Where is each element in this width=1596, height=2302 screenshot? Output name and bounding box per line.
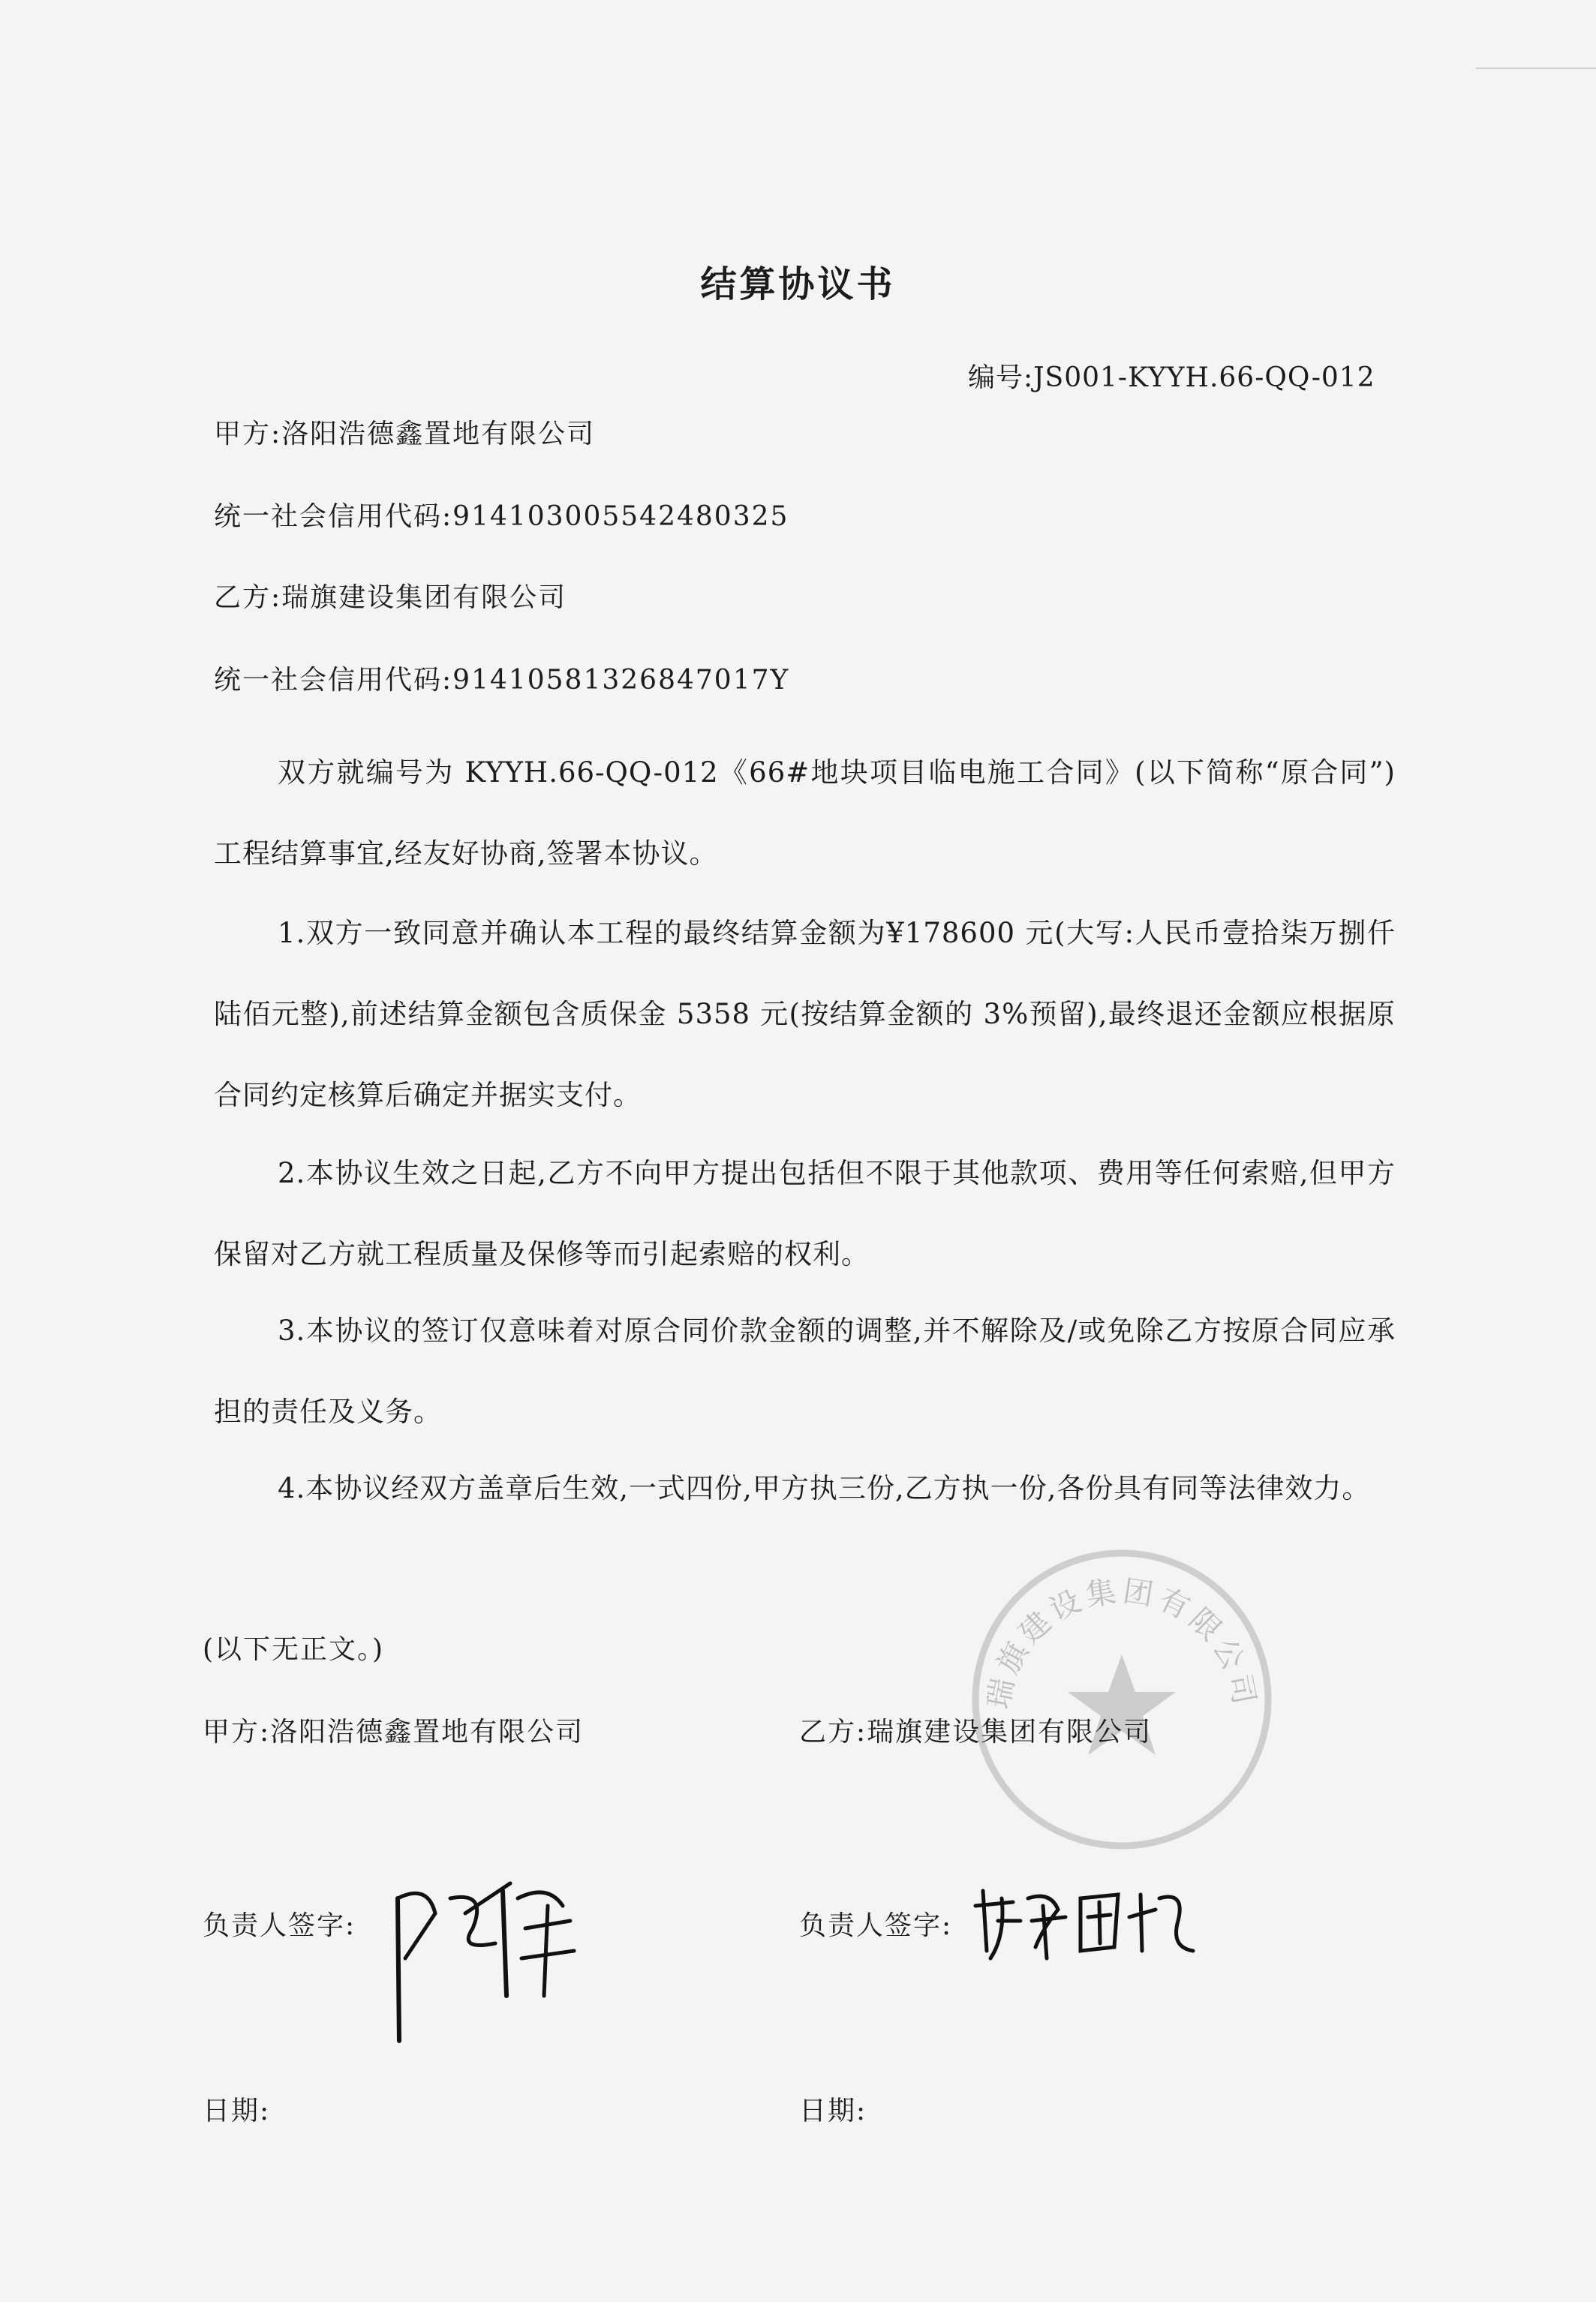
signature-party-a: 甲方:洛阳浩德鑫置地有限公司: [203, 1717, 585, 1748]
party-a-name: 甲方:洛阳浩德鑫置地有限公司: [214, 419, 596, 449]
signer-label-a: 负责人签字:: [203, 1910, 356, 1941]
scan-edge-line: [1476, 68, 1596, 69]
signer-label-b: 负责人签字:: [799, 1910, 953, 1941]
clause-4: 4.本协议经双方盖章后生效,一式四份,甲方执三份,乙方执一份,各份具有同等法律效力。: [278, 1472, 1371, 1504]
handwritten-signature-b: [968, 1876, 1208, 1966]
date-label-b: 日期:: [799, 2096, 867, 2126]
date-label-a: 日期:: [203, 2096, 271, 2126]
end-note: (以下无正文。): [203, 1634, 385, 1665]
clause-1: 1.双方一致同意并确认本工程的最终结算金额为¥178600 元(大写:人民币壹拾柒万捌仟陆佰元整),前述结算金额包含质保金 5358 元(按结算金额的 3%预留),最终退还金额应根据原合同约定核算后确定并据实支付。: [214, 917, 1396, 1111]
intro-paragraph: 双方就编号为 KYYH.66-QQ-012《66#地块项目临电施工合同》(以下简称“原合同”)工程结算事宜,经友好协商,签署本协议。: [214, 756, 1396, 870]
party-b-credit-code: 统一社会信用代码:91410581326847017Y: [214, 665, 790, 696]
svg-text:瑞旗建设集团有限公司: 瑞旗建设集团有限公司: [981, 1573, 1262, 1712]
handwritten-signature-a: [375, 1868, 585, 2048]
party-b-name: 乙方:瑞旗建设集团有限公司: [214, 582, 567, 613]
company-seal: [964, 1542, 1279, 1857]
signature-party-b: 乙方:瑞旗建设集团有限公司: [799, 1717, 1153, 1748]
clause-3: 3.本协议的签订仅意味着对原合同价款金额的调整,并不解除及/或免除乙方按原合同应承担的责任及义务。: [214, 1315, 1396, 1428]
document-title: 结算协议书: [700, 263, 896, 305]
document-number: 编号:JS001-KYYH.66-QQ-012: [968, 362, 1375, 393]
clause-2: 2.本协议生效之日起,乙方不向甲方提出包括但不限于其他款项、费用等任何索赔,但甲方保留对乙方就工程质量及保修等而引起索赔的权利。: [214, 1157, 1396, 1270]
party-a-credit-code: 统一社会信用代码:914103005542480325: [214, 501, 789, 532]
